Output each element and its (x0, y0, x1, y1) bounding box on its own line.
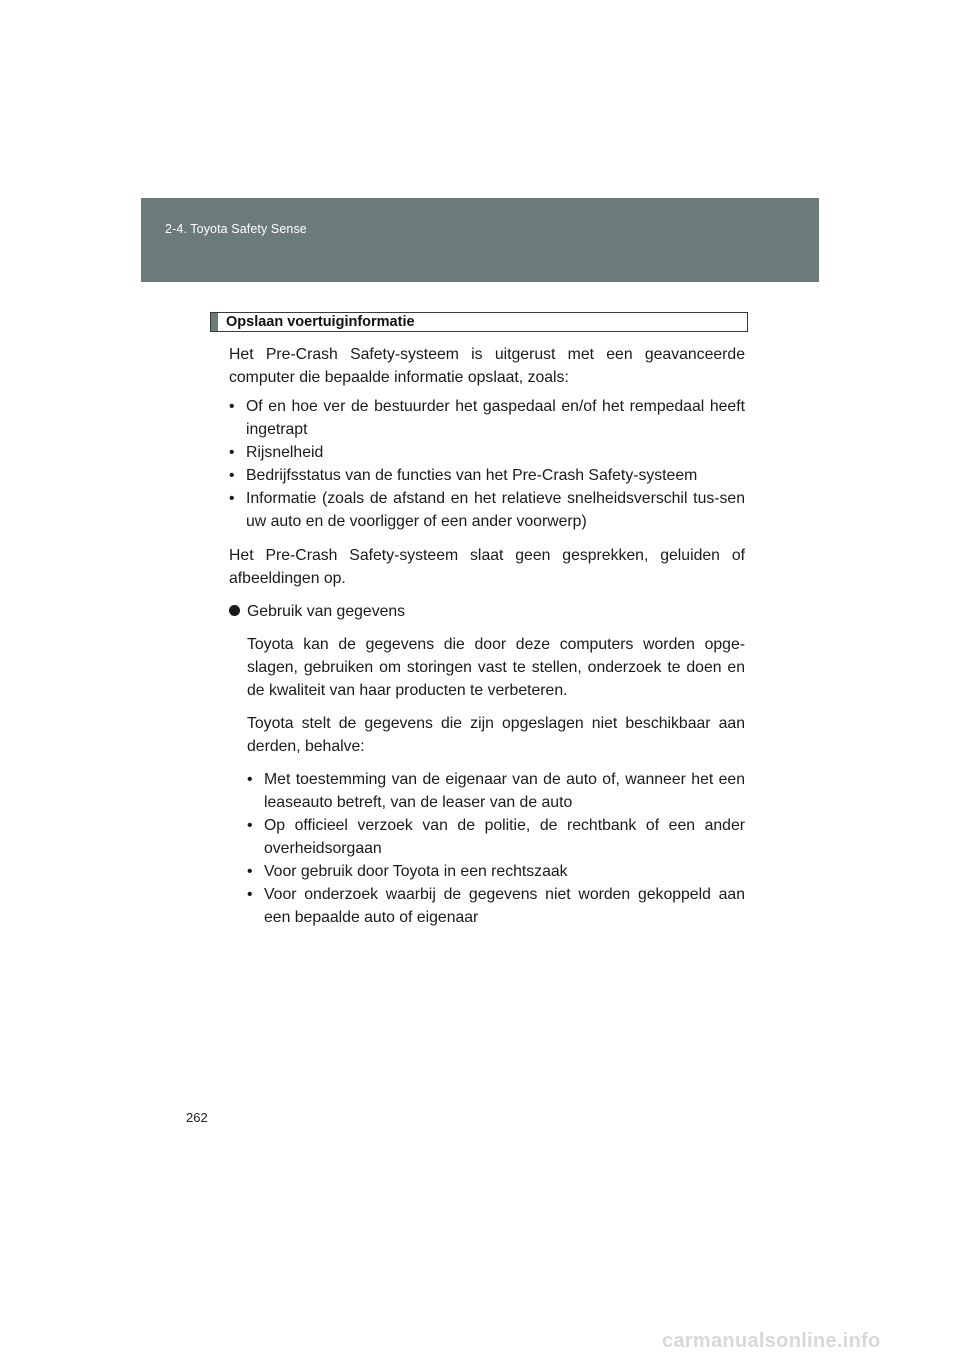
list-item: • Informatie (zoals de afstand en het relatieve snelheidsverschil tus-sen uw auto en de voorligger of een ander voorwerp) (229, 487, 745, 533)
section-title-header: 2-4. Toyota Safety Sense (165, 222, 307, 236)
usage-heading-text: Gebruik van gegevens (247, 603, 406, 620)
usage-section (247, 633, 745, 929)
not-stored-paragraph: Het Pre-Crash Safety-systeem slaat geen gesprekken, geluiden of afbeeldingen op. (229, 547, 745, 587)
section-header-band (141, 198, 819, 282)
list-item: • Met toestemming van de eigenaar van de auto of, wanneer het een leaseauto betreft, van de leaser van de auto (247, 768, 745, 814)
main-content (229, 343, 745, 940)
stored-info-list (229, 395, 745, 533)
usage-paragraph-2: Toyota stelt de gegevens die zijn opgeslagen niet beschikbaar aan derden, behalve: (247, 715, 745, 755)
subsection-title: Opslaan voertuiginformatie (226, 314, 415, 330)
exceptions-list (247, 768, 745, 929)
page-number: 262 (186, 1110, 208, 1125)
usage-paragraph-1: Toyota kan de gegevens die door deze computers worden opge-slagen, gebruiken om storingen vast te stellen, onderzoek te doen en de kwaliteit van haar producten te verbeteren. (247, 636, 745, 699)
filled-circle-icon (229, 605, 240, 616)
list-item: • Voor onderzoek waarbij de gegevens niet worden gekoppeld aan een bepaalde auto of eigenaar (247, 883, 745, 929)
intro-paragraph: Het Pre-Crash Safety-systeem is uitgerust met een geavanceerde computer die bepaalde informatie opslaat, zoals: (229, 346, 745, 386)
subsection-heading-box (210, 312, 748, 332)
watermark-logo: carmanualsonline.info (662, 1330, 881, 1352)
list-item: • Op officieel verzoek van de politie, de rechtbank of een ander overheidsorgaan (247, 814, 745, 860)
list-item: • Voor gebruik door Toyota in een rechtszaak (247, 860, 745, 883)
list-item: • Rijsnelheid (229, 441, 745, 464)
list-item: • Of en hoe ver de bestuurder het gaspedaal en/of het rempedaal heeft ingetrapt (229, 395, 745, 441)
list-item: • Bedrijfsstatus van de functies van het Pre-Crash Safety-systeem (229, 464, 745, 487)
heading-accent-bar (211, 313, 218, 331)
usage-heading (229, 600, 745, 623)
